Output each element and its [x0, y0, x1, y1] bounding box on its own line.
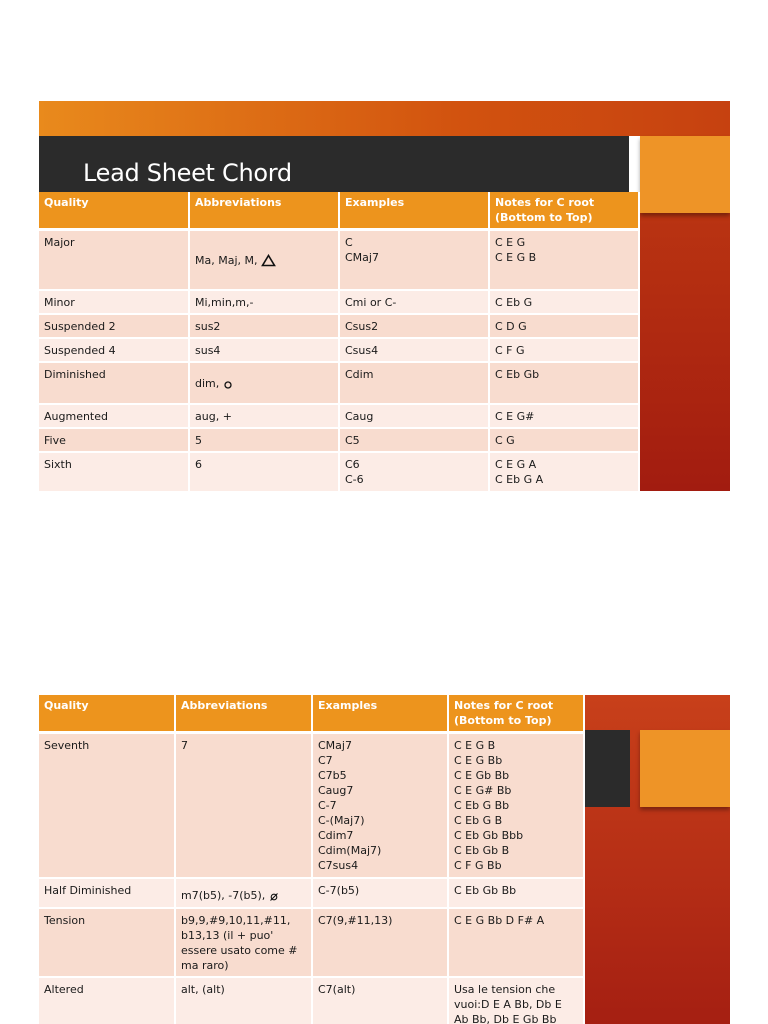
- abbr-text: m7(b5), -7(b5),: [181, 888, 266, 902]
- examples-cell: C CMaj7: [339, 230, 489, 290]
- abbr-cell: alt, (alt): [175, 977, 312, 1024]
- slide-title: Lead Sheet Chord: [83, 159, 292, 187]
- table-row: [39, 362, 639, 404]
- quality-cell: Major: [39, 230, 189, 290]
- quality-cell: Sixth: [39, 452, 189, 492]
- table-row: [39, 428, 639, 452]
- table-row: [39, 977, 584, 1024]
- notes-cell: C Eb Gb Bb: [448, 878, 584, 908]
- top-accent-band: [39, 101, 730, 136]
- quality-cell: Tension: [39, 908, 175, 977]
- header-notes: Notes for C root (Bottom to Top): [448, 695, 584, 733]
- abbr-cell: 5: [189, 428, 339, 452]
- notes-cell: C D G: [489, 314, 639, 338]
- circle-icon: [223, 379, 233, 389]
- slashed-circle-icon: [269, 891, 279, 901]
- chord-table-extended: [39, 695, 585, 1024]
- notes-cell: C Eb G: [489, 290, 639, 314]
- quality-cell: Minor: [39, 290, 189, 314]
- examples-cell: Cdim: [339, 362, 489, 404]
- table-row: [39, 404, 639, 428]
- table-row: [39, 230, 639, 290]
- notes-cell: C E G Bb D F# A: [448, 908, 584, 977]
- quality-cell: Five: [39, 428, 189, 452]
- quality-cell: Half Diminished: [39, 878, 175, 908]
- header-examples: Examples: [312, 695, 448, 733]
- abbr-text: Ma, Maj, M,: [195, 253, 258, 267]
- table-row: [39, 878, 584, 908]
- orange-accent-box: [640, 136, 730, 213]
- table-row: [39, 338, 639, 362]
- abbr-cell: Mi,min,m,-: [189, 290, 339, 314]
- notes-cell: Usa le tension che vuoi:D E A Bb, Db E Ab Bb, Db E Gb Bb: [448, 977, 584, 1024]
- header-examples: Examples: [339, 192, 489, 230]
- table-row: [39, 290, 639, 314]
- header-abbreviations: Abbreviations: [189, 192, 339, 230]
- header-quality: Quality: [39, 695, 175, 733]
- abbr-cell: [175, 878, 312, 908]
- quality-cell: Seventh: [39, 733, 175, 878]
- table-row: [39, 733, 584, 878]
- chord-table-basic: [39, 192, 640, 491]
- quality-cell: Augmented: [39, 404, 189, 428]
- slide-1: [39, 101, 730, 491]
- header-notes: Notes for C root (Bottom to Top): [489, 192, 639, 230]
- abbr-cell: sus4: [189, 338, 339, 362]
- header-abbreviations: Abbreviations: [175, 695, 312, 733]
- triangle-icon: [261, 254, 276, 267]
- quality-cell: Altered: [39, 977, 175, 1024]
- notes-cell: C F G: [489, 338, 639, 362]
- abbr-cell: 7: [175, 733, 312, 878]
- examples-cell: Caug: [339, 404, 489, 428]
- abbr-cell: sus2: [189, 314, 339, 338]
- abbr-cell: 6: [189, 452, 339, 492]
- examples-cell: C6 C-6: [339, 452, 489, 492]
- abbr-cell: aug, +: [189, 404, 339, 428]
- examples-cell: Csus2: [339, 314, 489, 338]
- orange-accent-box: [640, 730, 730, 807]
- examples-cell: C7(9,#11,13): [312, 908, 448, 977]
- examples-cell: C7(alt): [312, 977, 448, 1024]
- quality-cell: Diminished: [39, 362, 189, 404]
- dark-accent-block: [584, 730, 630, 807]
- notes-cell: C E G A C Eb G A: [489, 452, 639, 492]
- examples-cell: C5: [339, 428, 489, 452]
- notes-cell: C E G#: [489, 404, 639, 428]
- table-header-row: [39, 695, 584, 733]
- abbr-cell: [189, 230, 339, 290]
- header-quality: Quality: [39, 192, 189, 230]
- examples-cell: Csus4: [339, 338, 489, 362]
- table-row: [39, 314, 639, 338]
- abbr-text: dim,: [195, 376, 220, 390]
- abbr-cell: [189, 362, 339, 404]
- examples-cell: Cmi or C-: [339, 290, 489, 314]
- notes-cell: C E G C E G B: [489, 230, 639, 290]
- quality-cell: Suspended 2: [39, 314, 189, 338]
- table-header-row: [39, 192, 639, 230]
- examples-cell: CMaj7 C7 C7b5 Caug7 C-7 C-(Maj7) Cdim7 Cdim(Maj7) C7sus4: [312, 733, 448, 878]
- table-row: [39, 908, 584, 977]
- notes-cell: C Eb Gb: [489, 362, 639, 404]
- examples-cell: C-7(b5): [312, 878, 448, 908]
- abbr-cell: b9,9,#9,10,11,#11, b13,13 (il + puo' essere usato come # ma raro): [175, 908, 312, 977]
- notes-cell: C E G B C E G Bb C E Gb Bb C E G# Bb C Eb G Bb C Eb G B C Eb Gb Bbb C Eb Gb B C F G Bb: [448, 733, 584, 878]
- table-row: [39, 452, 639, 492]
- notes-cell: C G: [489, 428, 639, 452]
- slide-2: [39, 695, 730, 1024]
- quality-cell: Suspended 4: [39, 338, 189, 362]
